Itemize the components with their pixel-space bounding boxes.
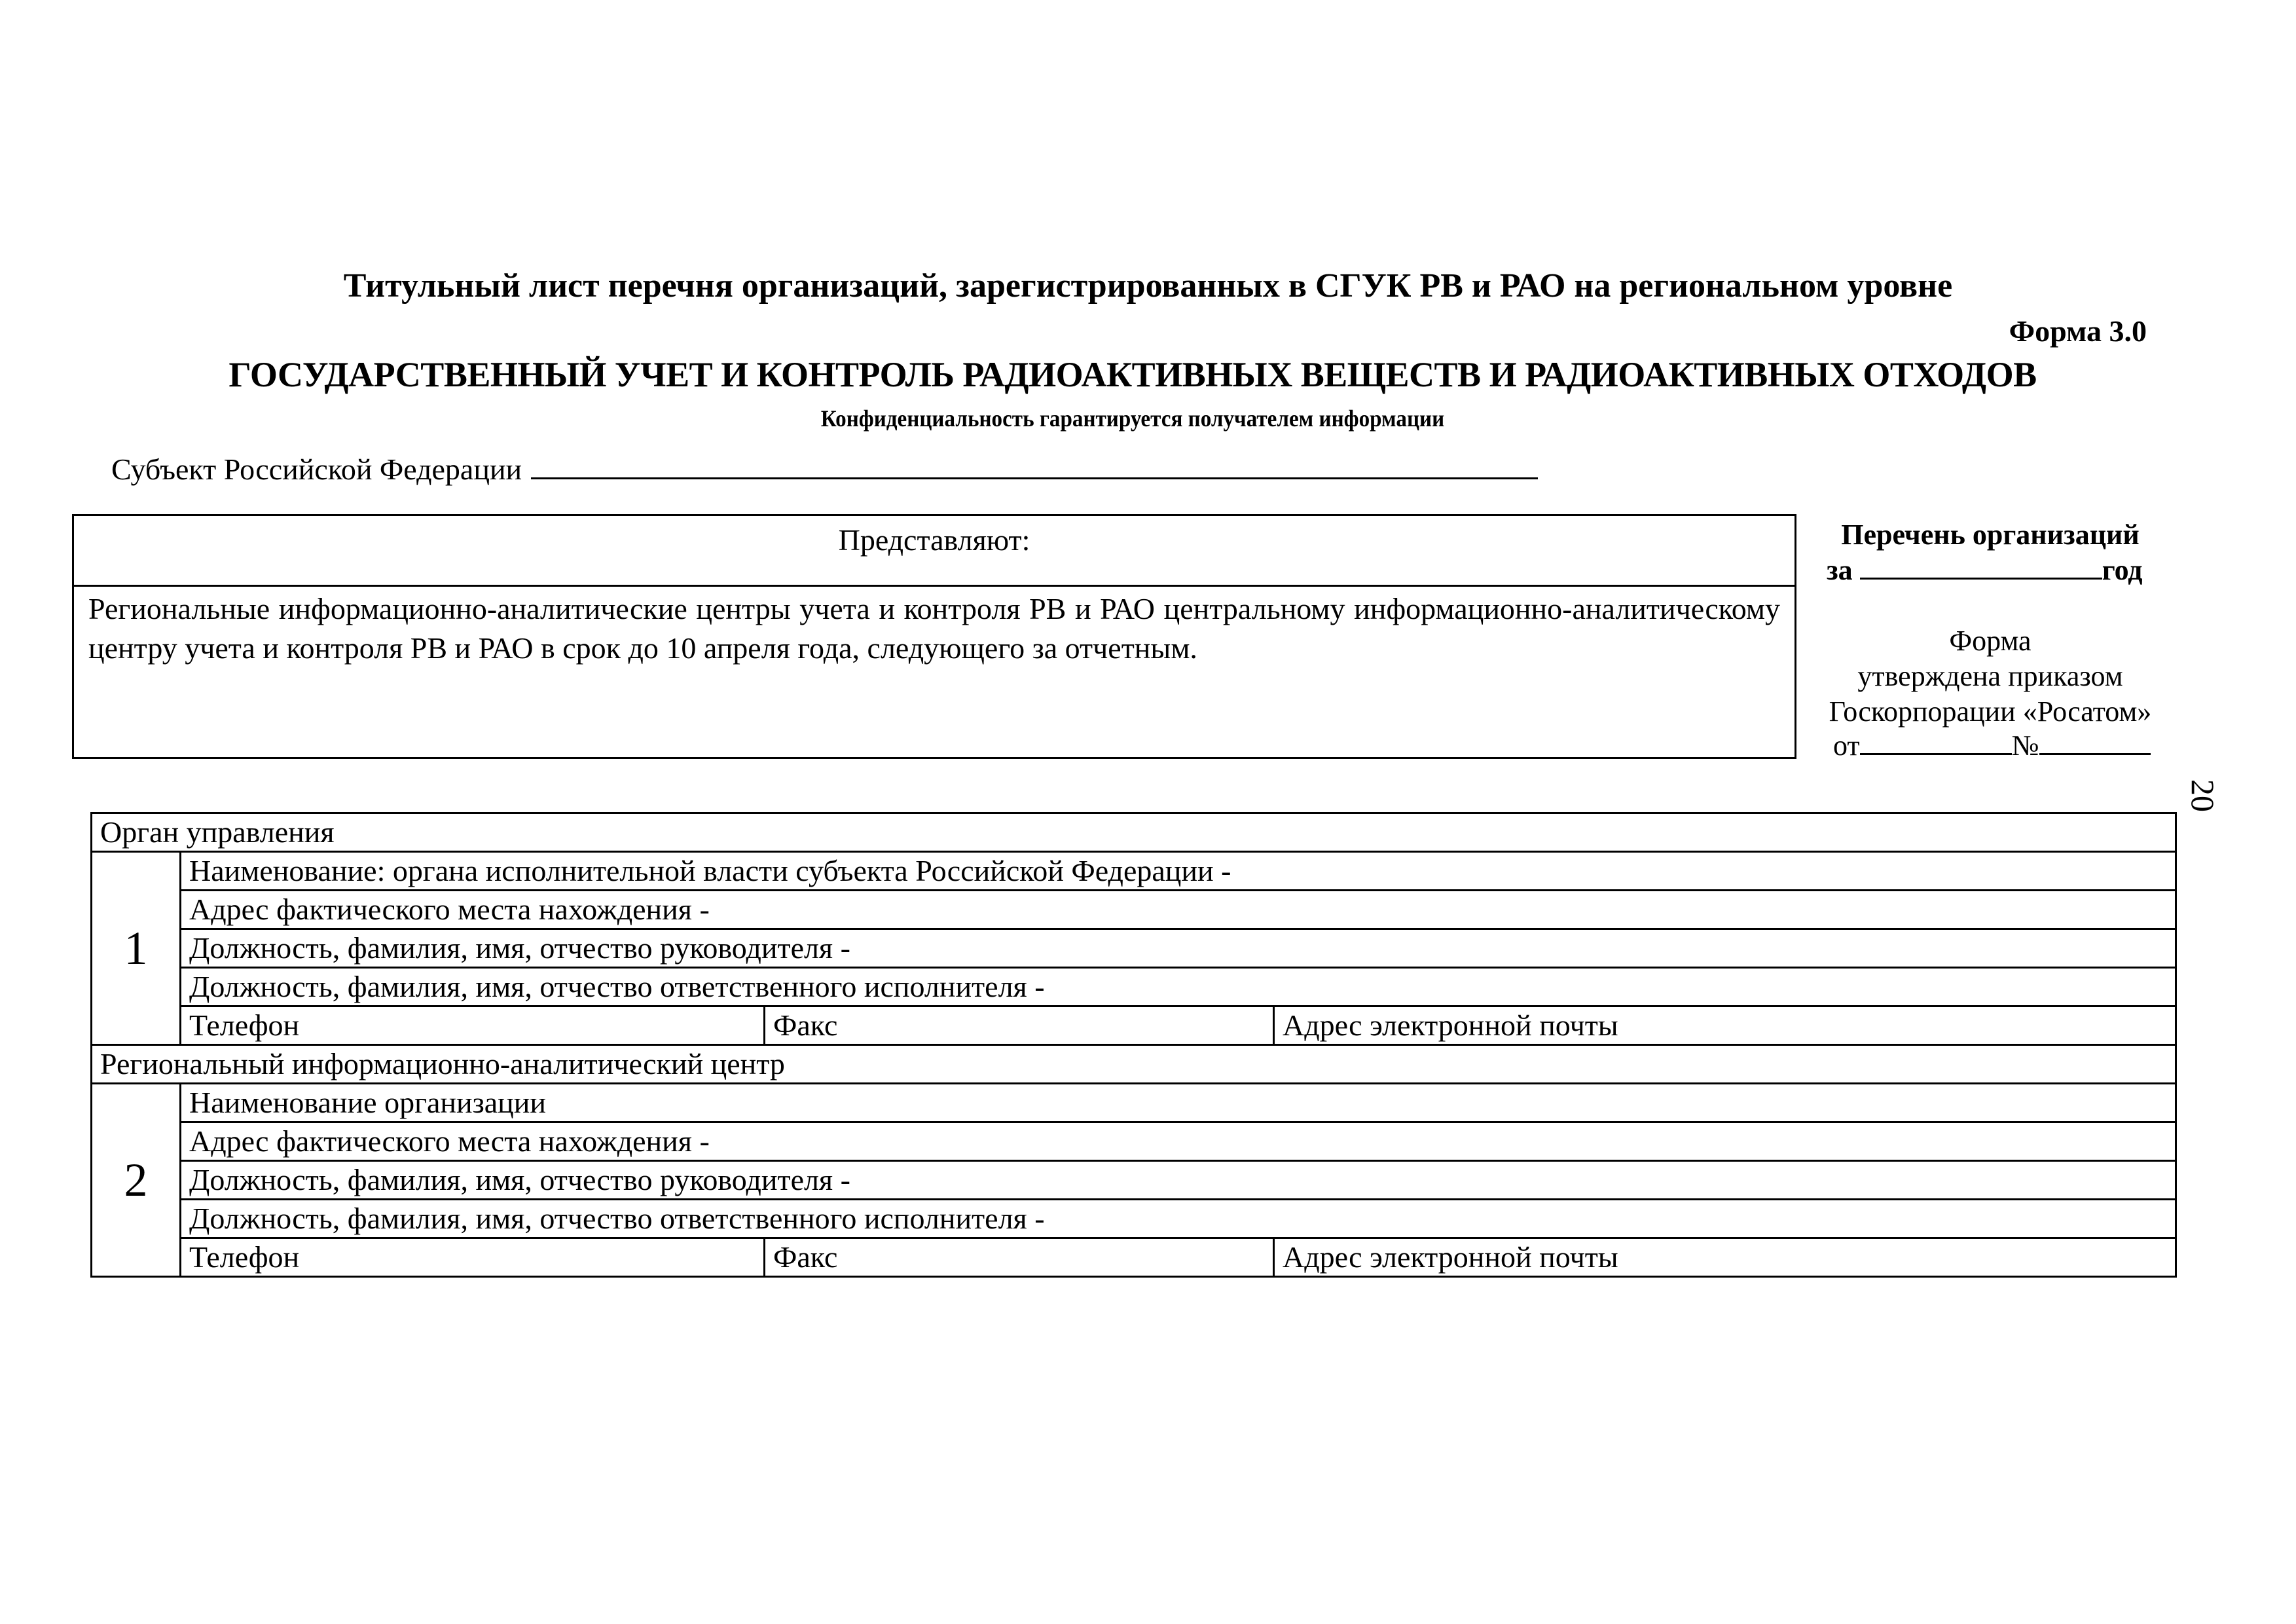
section-header-row <box>92 813 2176 852</box>
form-label: Форма <box>1949 625 2032 657</box>
field-cell[interactable]: Должность, фамилия, имя, отчество ответственного исполнителя - <box>181 968 2176 1006</box>
section-header-row <box>92 1045 2176 1084</box>
table-row <box>92 852 2176 891</box>
table-row <box>92 1084 2176 1122</box>
section-title: Региональный информационно-аналитический центр <box>92 1045 2176 1084</box>
section-number: 1 <box>92 852 181 1045</box>
from-label: от <box>1833 729 1860 762</box>
for-label: за <box>1827 554 1853 586</box>
organizations-table <box>90 812 2177 1278</box>
field-cell[interactable]: Должность, фамилия, имя, отчество ответственного исполнителя - <box>181 1200 2176 1238</box>
confidentiality-note: Конфиденциальность гарантируется получателем информации <box>820 405 1445 432</box>
field-cell[interactable]: Должность, фамилия, имя, отчество руководителя - <box>181 1161 2176 1200</box>
submission-heading: Представляют: <box>74 516 1795 587</box>
page-number: 20 <box>2185 779 2221 812</box>
section-number: 2 <box>92 1084 181 1277</box>
table-row <box>92 1161 2176 1200</box>
email-cell[interactable]: Адрес электронной почты <box>1274 1006 2176 1045</box>
field-cell[interactable]: Наименование: органа исполнительной власти субъекта Российской Федерации - <box>181 852 2176 891</box>
number-label: № <box>2011 729 2039 762</box>
email-cell[interactable]: Адрес электронной почты <box>1274 1238 2176 1277</box>
date-blank[interactable] <box>1860 728 2012 755</box>
headline: ГОСУДАРСТВЕННЫЙ УЧЕТ И КОНТРОЛЬ РАДИОАКТИВНЫХ ВЕЩЕСТВ И РАДИОАКТИВНЫХ ОТХОДОВ <box>228 355 2037 394</box>
subject-label: Субъект Российской Федерации <box>111 452 522 486</box>
section-title: Орган управления <box>92 813 2176 852</box>
order-number-blank[interactable] <box>2039 728 2151 755</box>
order-date-line <box>1833 728 2151 764</box>
submission-box <box>72 514 1796 759</box>
table-row <box>92 1200 2176 1238</box>
year-line <box>1827 553 2143 588</box>
table-row <box>92 1122 2176 1161</box>
field-cell[interactable]: Должность, фамилия, имя, отчество руководителя - <box>181 929 2176 968</box>
list-title: Перечень организаций <box>1841 519 2140 551</box>
year-blank[interactable] <box>1860 553 2102 580</box>
table-row <box>92 929 2176 968</box>
subject-blank[interactable] <box>531 451 1538 479</box>
submission-text: Региональные информационно-аналитические центры учета и контроля РВ и РАО центральному информационно-аналитическому центру учета и контроля РВ и РАО в срок до 10 апреля года, следующего за отчетным. <box>88 592 1780 665</box>
fax-cell[interactable]: Факс <box>765 1006 1274 1045</box>
phone-cell[interactable]: Телефон <box>181 1006 765 1045</box>
field-cell[interactable]: Наименование организации <box>181 1084 2176 1122</box>
field-cell[interactable]: Адрес фактического места нахождения - <box>181 1122 2176 1161</box>
form-number: Форма 3.0 <box>2009 314 2147 348</box>
fax-cell[interactable]: Факс <box>765 1238 1274 1277</box>
contacts-row <box>92 1238 2176 1277</box>
subject-line <box>111 451 1538 489</box>
phone-cell[interactable]: Телефон <box>181 1238 765 1277</box>
approved-line: утверждена приказом <box>1857 660 2123 692</box>
corp-line: Госкорпорации «Росатом» <box>1829 695 2152 728</box>
field-cell[interactable]: Адрес фактического места нахождения - <box>181 891 2176 929</box>
table-row <box>92 891 2176 929</box>
year-label: год <box>2102 554 2143 586</box>
table-row <box>92 968 2176 1006</box>
contacts-row <box>92 1006 2176 1045</box>
approval-block <box>1794 623 2187 729</box>
document-title: Титульный лист перечня организаций, зарегистрированных в СГУК РВ и РАО на региональном уровне <box>343 267 1953 304</box>
